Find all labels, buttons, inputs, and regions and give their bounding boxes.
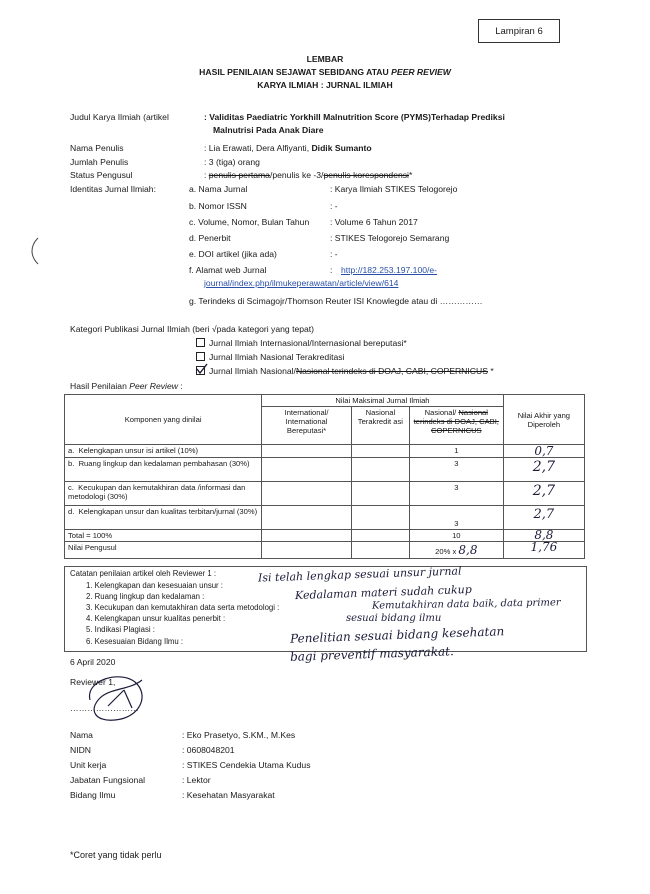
hasil-title-text: Hasil Penilaian	[70, 381, 130, 391]
signer-unit-value: : STIKES Cendekia Utama Kudus	[182, 760, 311, 770]
cell-empty	[262, 445, 352, 458]
journal-f-label: f. Alamat web Jurnal	[189, 265, 267, 275]
catatan-title: Catatan penilaian artikel oleh Reviewer 1 :	[70, 569, 217, 578]
journal-a-value: : Karya Ilmiah STIKES Telogorejo	[330, 184, 458, 194]
cell-empty	[262, 458, 352, 482]
penulis-value	[204, 143, 372, 153]
signer-unit-label: Unit kerja	[70, 760, 107, 770]
row-score: 2,7	[503, 506, 584, 530]
journal-f-colon: :	[330, 265, 333, 275]
title-line-1: LEMBAR	[306, 54, 344, 64]
signature-icon	[80, 670, 160, 730]
hasil-title	[70, 381, 183, 391]
title-line-3: KARYA ILMIAH : JURNAL ILMIAH	[257, 80, 393, 90]
title-line-2-text: HASIL PENILAIAN SEJAWAT SEBIDANG ATAU	[199, 67, 392, 77]
row-label	[65, 458, 262, 482]
hasil-title-colon: :	[177, 381, 183, 391]
checkbox-nasional-akreditasi[interactable]	[196, 352, 205, 361]
status-label: Status Pengusul	[70, 170, 133, 180]
row-score: 0,7	[503, 445, 584, 458]
cell-empty	[351, 542, 409, 559]
pengusul-label: Nilai Pengusul	[65, 542, 262, 559]
catatan-item: 2. Ruang lingkup dan kedalaman :	[86, 592, 205, 601]
kategori-option-3[interactable]	[196, 366, 494, 376]
catatan-item: 5. Indikasi Plagiasi :	[86, 625, 155, 634]
penulis-bold-name: Didik Sumanto	[311, 143, 372, 153]
row-label	[65, 482, 262, 506]
row-text: Ruang lingkup dan kedalaman pembahasan (30%)	[78, 459, 250, 468]
reviewer-label: Reviewer 1,	[70, 677, 116, 687]
cell-empty	[351, 482, 409, 506]
cell-empty	[262, 530, 352, 542]
handwritten-note-5: Penelitian sesuai bidang kesehatan	[289, 624, 505, 646]
journal-b-value: : -	[330, 201, 338, 211]
signer-bidang-label: Bidang Ilmu	[70, 790, 116, 800]
col-header-nasional-2	[409, 407, 503, 445]
journal-c-value: : Volume 6 Tahun 2017	[330, 217, 418, 227]
total-max: 10	[409, 530, 503, 542]
table-row	[65, 506, 585, 530]
identitas-label: Identitas Jurnal Ilmiah:	[70, 184, 156, 194]
cell-empty	[351, 458, 409, 482]
status-value	[204, 170, 412, 180]
pengusul-calc: 20% x	[435, 547, 457, 556]
lampiran-box	[478, 19, 560, 43]
cell-empty	[351, 530, 409, 542]
row-no: a.	[68, 446, 75, 455]
col-group-header: Nilai Maksimal Jurnal Ilmiah	[262, 395, 504, 407]
catatan-item: 6. Kesesuaian Bidang Ilmu :	[86, 637, 184, 646]
journal-c-label: c. Volume, Nomor, Bulan Tahun	[189, 217, 310, 227]
journal-a-label: a. Nama Jurnal	[189, 184, 248, 194]
row-max: 1	[409, 445, 503, 458]
journal-e-label: e. DOI artikel (jika ada)	[189, 249, 277, 259]
handwritten-note-2: Kedalaman materi sudah cukup	[294, 582, 473, 603]
footnote: *Coret yang tidak perlu	[70, 850, 162, 860]
penulis-names: : Lia Erawati, Dera Alfiyanti,	[204, 143, 312, 153]
row-no: d.	[68, 507, 75, 516]
journal-url-link-1[interactable]: http://182.253.197.100/e-	[341, 265, 438, 275]
judul-label: Judul Karya Ilmiah (artikel	[70, 112, 169, 122]
catatan-item: 1. Kelengkapan dan kesesuaian unsur :	[86, 581, 223, 590]
kategori-option-1[interactable]	[196, 338, 407, 348]
pengusul-calc-cell	[409, 542, 503, 559]
hasil-title-italic: Peer Review	[129, 381, 178, 391]
status-strike-1: penulis pertama	[208, 170, 270, 180]
table-row	[65, 445, 585, 458]
lampiran-label: Lampiran 6	[495, 25, 543, 37]
row-label	[65, 445, 262, 458]
col-header-nasional: Nasional Terakredit asi	[351, 407, 409, 445]
table-row	[65, 458, 585, 482]
col-header-nasional-2-text: Nasional/	[424, 408, 459, 417]
penulis-label: Nama Penulis	[70, 143, 124, 153]
signer-nama-label: Nama	[70, 730, 93, 740]
date: 6 April 2020	[70, 657, 116, 667]
col-header-akhir: Nilai Akhir yang Diperoleh	[503, 395, 584, 445]
journal-g-label: g. Terindeks di Scimagojr/Thomson Reuter ISI Knowlegde atau di ……………	[189, 296, 483, 306]
journal-d-label: d. Penerbit	[189, 233, 231, 243]
score-table	[64, 394, 585, 559]
title-line-2	[0, 67, 650, 77]
journal-url-link-2[interactable]: journal/index.php/ilmukeperawatan/article/view/614	[204, 278, 399, 288]
cell-empty	[262, 542, 352, 559]
checkbox-intl[interactable]	[196, 338, 205, 347]
row-text: Kecukupan dan kemutakhiran data /informasi dan metodologi (30%)	[68, 483, 246, 501]
row-no: c.	[68, 483, 74, 492]
pengusul-score: 1,76	[503, 542, 584, 559]
kategori-option-3-label: Jurnal Ilmiah Nasional/	[209, 366, 296, 376]
status-strike-2: penulis korespondensi	[323, 170, 409, 180]
signer-jabatan-value: : Lektor	[182, 775, 211, 785]
handwritten-note-6: bagi preventif masyarakat.	[289, 644, 454, 664]
cell-empty	[351, 506, 409, 530]
row-max: 3	[409, 482, 503, 506]
catatan-item: 4. Kelengkapan unsur kualitas penerbit :	[86, 614, 226, 623]
total-label: Total = 100%	[65, 530, 262, 542]
handwritten-note-4: sesuai bidang ilmu	[346, 613, 442, 624]
kategori-option-2[interactable]	[196, 352, 345, 362]
status-colon: :	[204, 170, 209, 180]
col-header-nasional-2-strike: Nasional terindeks di DOAJ, CABI, COPERNICUS	[413, 408, 499, 435]
row-max: 3	[409, 458, 503, 482]
judul-value-1: : Validitas Paediatric Yorkhill Malnutrition Score (PYMS)Terhadap Prediksi	[204, 112, 505, 122]
table-row	[65, 482, 585, 506]
signer-jabatan-label: Jabatan Fungsional	[70, 775, 146, 785]
journal-d-value: : STIKES Telogorejo Semarang	[330, 233, 450, 243]
jumlah-label: Jumlah Penulis	[70, 157, 129, 167]
col-header-intl: International/ International Bereputasi*	[262, 407, 352, 445]
margin-bracket-icon	[28, 236, 42, 266]
kategori-option-1-label: Jurnal Ilmiah Internasional/Internasional bereputasi*	[209, 338, 407, 348]
cell-empty	[262, 506, 352, 530]
checkmark-icon	[196, 363, 208, 375]
signer-bidang-value: : Kesehatan Masyarakat	[182, 790, 275, 800]
cell-empty	[351, 445, 409, 458]
row-score: 2,7	[503, 458, 584, 482]
kategori-option-2-label: Jurnal Ilmiah Nasional Terakreditasi	[209, 352, 345, 362]
checkbox-nasional-checked[interactable]	[196, 366, 205, 375]
catatan-item: 3. Kecukupan dan kemutakhiran data serta metodologi :	[86, 603, 280, 612]
handwritten-note-3: Kemutakhiran data baik, data primer	[371, 597, 561, 612]
row-score: 2,7	[503, 482, 584, 506]
kategori-option-3-suffix: *	[487, 366, 494, 376]
signer-nama-value: : Eko Prasetyo, S.KM., M.Kes	[182, 730, 296, 740]
journal-b-label: b. Nomor ISSN	[189, 201, 247, 211]
kategori-option-3-strike: Nasional terindeks di DOAJ, CABI, COPERNICUS	[295, 366, 488, 376]
row-max: 3	[409, 506, 503, 530]
judul-value-2: Malnutrisi Pada Anak Diare	[213, 125, 324, 135]
row-label	[65, 506, 262, 530]
journal-e-value: : -	[330, 249, 338, 259]
cell-empty	[262, 482, 352, 506]
col-header-komponen: Komponen yang dinilai	[65, 395, 262, 445]
table-total-row	[65, 530, 585, 542]
row-text: Kelengkapan unsur isi artikel (10%)	[78, 446, 199, 455]
status-mid: /penulis ke -3/	[269, 170, 324, 180]
pengusul-hand-value: 8,8	[458, 543, 478, 557]
jumlah-value: : 3 (tiga) orang	[204, 157, 260, 167]
kategori-title: Kategori Publikasi Jurnal Ilmiah (beri √pada kategori yang tepat)	[70, 324, 315, 334]
handwritten-note-1: Isi telah lengkap sesuai unsur jurnal	[257, 564, 462, 585]
signer-nidn-value: : 0608048201	[182, 745, 235, 755]
row-text: Kelengkapan unsur dan kualitas terbitan/jurnal (30%)	[78, 507, 258, 516]
status-suffix: *	[408, 170, 413, 180]
table-pengusul-row	[65, 542, 585, 559]
title-line-2-italic: PEER REVIEW	[391, 67, 451, 77]
total-score: 8,8	[503, 530, 584, 542]
signer-nidn-label: NIDN	[70, 745, 92, 755]
signature-dots: ……………………	[70, 703, 139, 713]
row-no: b.	[68, 459, 75, 468]
